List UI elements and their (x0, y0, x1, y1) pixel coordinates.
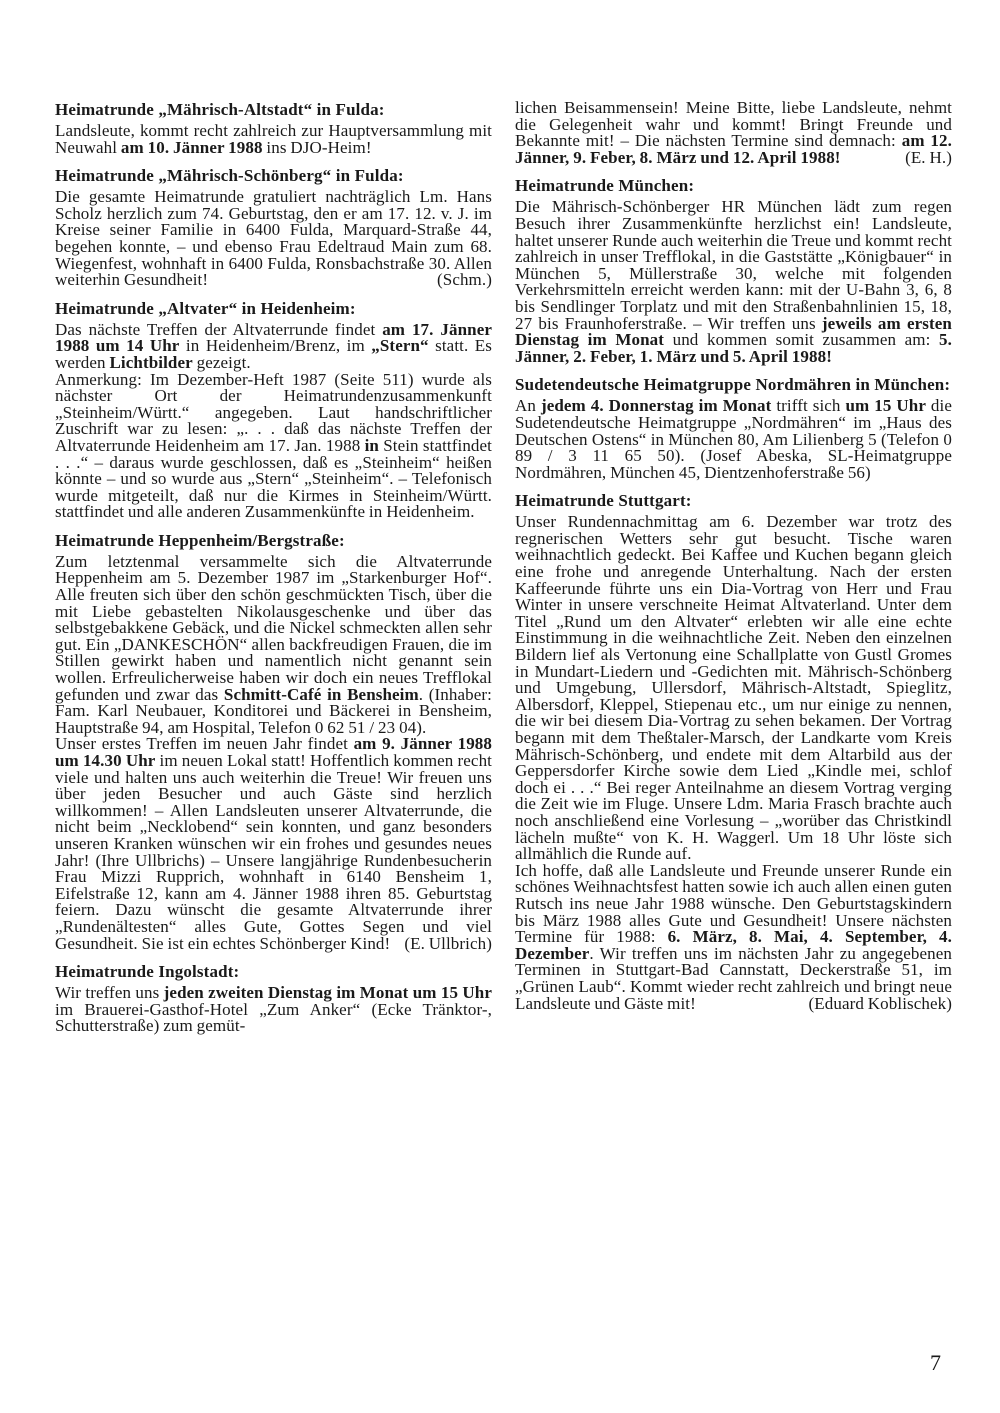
bold-text: 5. Jänner, 2. Feber, 1. März und 5. April 1988! (515, 330, 952, 366)
text-run: im neuen Lokal statt! Hoffentlich kommen recht viele und halten uns auch weiterhin die Treue! Wir freuen uns über jeden Besucher und auch Gäste sind herzlich willkommen! – Allen Landsleuten unserer Altvaterrunde, die nicht beim „Necklobend“ sein konnten, und ganz besonders unseren Kranken wünschen wir ein frohes und gesundes neues Jahr! (Ihre Ullbrichs) – Unsere langjährige Rundenbesucherin Frau Mizzi Rupprich, wohnhaft in 6140 Bensheim 1, Eifelstraße 12, kann am 4. Jänner 1988 ihren 85. Geburtstag feiern. Dazu wünscht die gesamte Altvaterrunde ihrer „Rundenältesten“ alles Gute, Gottes Segen und viel Gesundheit. Sie ist ein echtes Schönberger Kind! (55, 751, 493, 953)
bold-text: 6. März, 8. Mai, 4. September, 4. Dezember (515, 927, 952, 963)
author-signature: (E. Ullbrich) (404, 933, 492, 953)
paragraph (55, 985, 492, 1035)
article-section (515, 491, 952, 1012)
section-heading: Heimatrunde „Mährisch-Altstadt“ in Fulda: (55, 100, 385, 119)
article-section (55, 531, 492, 952)
section-heading: Heimatrunde „Mährisch-Schönberg“ in Fulda: (55, 166, 404, 186)
section-heading: Heimatrunde Heppenheim/Bergstraße: (55, 530, 345, 550)
article-section (55, 962, 492, 1035)
bold-text: in (364, 435, 379, 455)
paragraph (515, 514, 952, 862)
page-number: 7 (930, 1350, 941, 1375)
text-run: Stein stattfindet . . .“ – daraus wurde geschlossen, daß es „Steinheim“ heißen könnte – und so wurde aus „Stern“ „Steinheim“. – Telefonisch wurde mitgeteilt, daß nur die Kirmes in Steinheim/Württ. stattfindet und alle anderen Zusammenkünfte in Heidenheim. (55, 435, 492, 522)
text-run: An (515, 396, 541, 416)
right-column (515, 100, 952, 1022)
text-run: im Brauerei-Gasthof-Hotel „Zum Anker“ (Ecke Tränktor-, Schutterstraße) zum gemüt- (55, 999, 492, 1036)
bold-text: um 15 Uhr (845, 396, 926, 416)
text-run: Unser erstes Treffen im neuen Jahr findet (55, 734, 354, 754)
article-section (515, 100, 952, 166)
text-run: Wir treffen uns (55, 983, 164, 1003)
text-run: Die Mährisch-Schönberger HR München lädt zum regen Besuch ihrer Zusammenkünfte herzlichst ein! Landsleute, haltet unserer Runde auch weiterhin die Treue und kommt recht zahlreich in unser Trefflokal, in die Gaststätte „Königbauer“ in München 5, Müllerstraße 30, welche mit folgenden Verkehrsmitteln erreicht werden kann: mit der U-Bahn 3, 6, 8 bis Sendlinger Torplatz und mit den Straßenbahnlinien 15, 18, 27 bis Fraunhoferstraße. – Wir treffen uns (515, 197, 952, 333)
text-run: die Sudetendeutsche Heimatgruppe „Nordmähren“ im „Haus des Deutschen Ostens“ in München 80, Am Lilienberg 5 (Telefon 0 89 / 3 11 65 50). (Josef Abeska, SL-Heimatgruppe Nordmähren, München 45, Dientzenhoferstraße 56) (515, 396, 952, 482)
bold-text: jeden zweiten Dienstag im Monat um 15 Uhr (163, 983, 492, 1003)
bold-text: Schmitt-Café in Bensheim (223, 684, 419, 704)
section-heading: Heimatrunde Ingolstadt: (55, 962, 240, 982)
text-run: trifft sich (771, 396, 846, 416)
bold-text: „Stern“ (371, 336, 429, 356)
paragraph (515, 199, 952, 365)
bold-text: am 12. Jänner, 9. Feber, 8. März und 12. April 1988! (515, 131, 952, 167)
text-run: in Heidenheim/Brenz, im (179, 336, 372, 356)
bold-text: jedem 4. Donnerstag im Monat (540, 396, 772, 416)
paragraph (515, 398, 952, 481)
text-run: . (Inhaber: Fam. Karl Neubauer, Konditorei und Bäckerei in Bensheim, Hauptstraße 94, am Hospital, Telefon 0 62 51 / 23 04). (55, 684, 492, 737)
text-run: lichen Beisammensein! Meine Bitte, liebe Landsleute, nehmt die Gelegenheit wahr und kommt! Bringt Freunde und Bekannte mit! – Die nächsten Termine sind demnach: (515, 98, 952, 151)
text-run: Das nächste Treffen der Altvaterrunde findet (55, 319, 383, 339)
bold-text: am 10. Jänner 1988 (120, 137, 263, 157)
paragraph (55, 319, 492, 372)
author-signature: (E. H.) (905, 147, 952, 167)
author-signature: (Schm.) (437, 270, 492, 290)
paragraph (55, 189, 492, 289)
text-run: ins DJO-Heim! (262, 137, 372, 157)
text-run: gezeigt. (192, 352, 251, 372)
bold-text: am 17. Jänner 1988 um 14 Uhr (55, 319, 492, 356)
article-section (515, 375, 952, 481)
section-heading: Heimatrunde „Altvater“ in Heidenheim: (55, 298, 356, 318)
text-run: Anmerkung: Im Dezember-Heft 1987 (Seite 511) wurde als nächster Ort der Heimatrundenzusammenkunft „Steinheim/Württ.“ angegeben. Laut handschriftlicher Zuschrift war zu lesen: „. . . daß das nächste Treffen der Altvaterrunde Heidenheim am 17. Jan. 1988 (55, 369, 492, 455)
paragraph (515, 100, 952, 166)
text-run: Ich hoffe, daß alle Landsleute und Freunde unserer Runde ein schönes Weihnachtsfest hatten sowie ich auch allen einen guten Rutsch ins neue Jahr 1988 wünsche. Den Geburtstagskindern bis März 1988 alles Gute und Gesundheit! Unsere nächsten Termine für 1988: (515, 860, 952, 947)
paragraph (55, 123, 492, 156)
text-run: Die gesamte Heimatrunde gratuliert nachträglich Lm. Hans Scholz herzlich zum 74. Geburtstag, den er am 17. 12. v. J. im Kreise seiner Familie in 6400 Fulda, Marquard-Straße 44, begehen konnte, – und ebenso Frau Edeltraud Main zum 68. Wiegenfest, wohnhaft in 6400 Fulda, Ronsbachstraße 30. Allen weiterhin Gesundheit! (55, 187, 492, 290)
article-section (55, 299, 492, 521)
section-heading: Heimatrunde Stuttgart: (515, 491, 692, 511)
article-section (515, 176, 952, 365)
text-run: und kommen somit zusammen am: (664, 330, 940, 350)
paragraph (55, 369, 492, 522)
author-signature: (Eduard Koblischek) (808, 993, 952, 1013)
article-section (55, 100, 492, 156)
section-heading: Heimatrunde München: (515, 176, 695, 196)
text-run: . Wir treffen uns im nächsten Jahr zu angegebenen Terminen in Stuttgart-Bad Cannstatt, Deckerstraße 51, im „Grünen Laub“. Kommt wieder recht zahlreich und bringt neue Landsleute und Gäste mit! (515, 943, 952, 1013)
paragraph (515, 860, 952, 1013)
paragraph (55, 551, 492, 737)
bold-text: am 9. Jänner 1988 um 14.30 Uhr (55, 734, 492, 770)
bold-text: Lichtbilder (109, 352, 193, 372)
text-run: Landsleute, kommt recht zahlreich zur Hauptversammlung mit Neuwahl (55, 121, 492, 157)
section-heading: Sudetendeutsche Heimatgruppe Nordmähren in München: (515, 375, 951, 395)
article-section (55, 166, 492, 289)
text-run: Zum letztenmal versammelte sich die Altvaterrunde Heppenheim am 5. Dezember 1987 im „Starkenburger Hof“. Alle freuten sich über den schön geschmückten Tisch, über die mit Liebe gebastelten Nikolausgeschenke und über das selbstgebakkene Gebäck, und die Nickel schmeckten allen sehr gut. Ein „DANKESCHÖN“ allen backfreudigen Frauen, die im Stillen gewirkt haben und namentlich nicht genannt sein wollen. Erfreulicherweise haben wir doch ein neues Trefflokal gefunden und zwar das (55, 551, 492, 704)
bold-text: jeweils am ersten Dienstag im Monat (515, 313, 952, 350)
left-column (55, 100, 492, 1045)
text-run: Unser Rundennachmittag am 6. Dezember war trotz des regnerischen Wetters sehr gut besucht. Tische waren weihnachtlich gedeckt. Bei Kaffee und Kuchen begann gleich eine frohe und anregende Unterhaltung. Nach der ersten Kaffeerunde führte uns ein Dia-Vortrag von Herr und Frau Winter in unsere verschneite Heimat Altvaterland. Unter dem Titel „Rund um den Altvater“ erlebten wir alle eine echte Einstimmung in die weihnachtliche Zeit. Neben den einzelnen Bildern lief als Vertonung eine Schallplatte von Gustl Gromes in Mundart-Liedern und -Gedichten mit. Mährisch-Schönberg und Umgebung, Ullersdorf, Mährisch-Altstadt, Spieglitz, Albersdorf, Kleppel, Stiepenau etc., um nur einige zu nennen, die wir bei diesem Dia-Vortrag zu sehen bekamen. Der Vortrag begann mit dem Theßtaler-Marsch, der Landkarte vom Kreis Mährisch-Schönberg, und endete mit dem Altarbild aus der Geppersdorfer Kirche sowie dem Lied „Kindle mei, schlof doch ei . . .“ Bei reger Anteilnahme an diesem Vortrag verging die Zeit wie im Fluge. Unsere Ldm. Maria Frasch brachte auch noch anschließend eine Vorlesung – „worüber das Christkindl lächeln mußte“ von K. H. Waggerl. Um 18 Uhr löste sich allmählich die Runde auf. (515, 512, 952, 864)
text-run: statt. Es werden (55, 336, 492, 372)
paragraph (55, 736, 492, 952)
